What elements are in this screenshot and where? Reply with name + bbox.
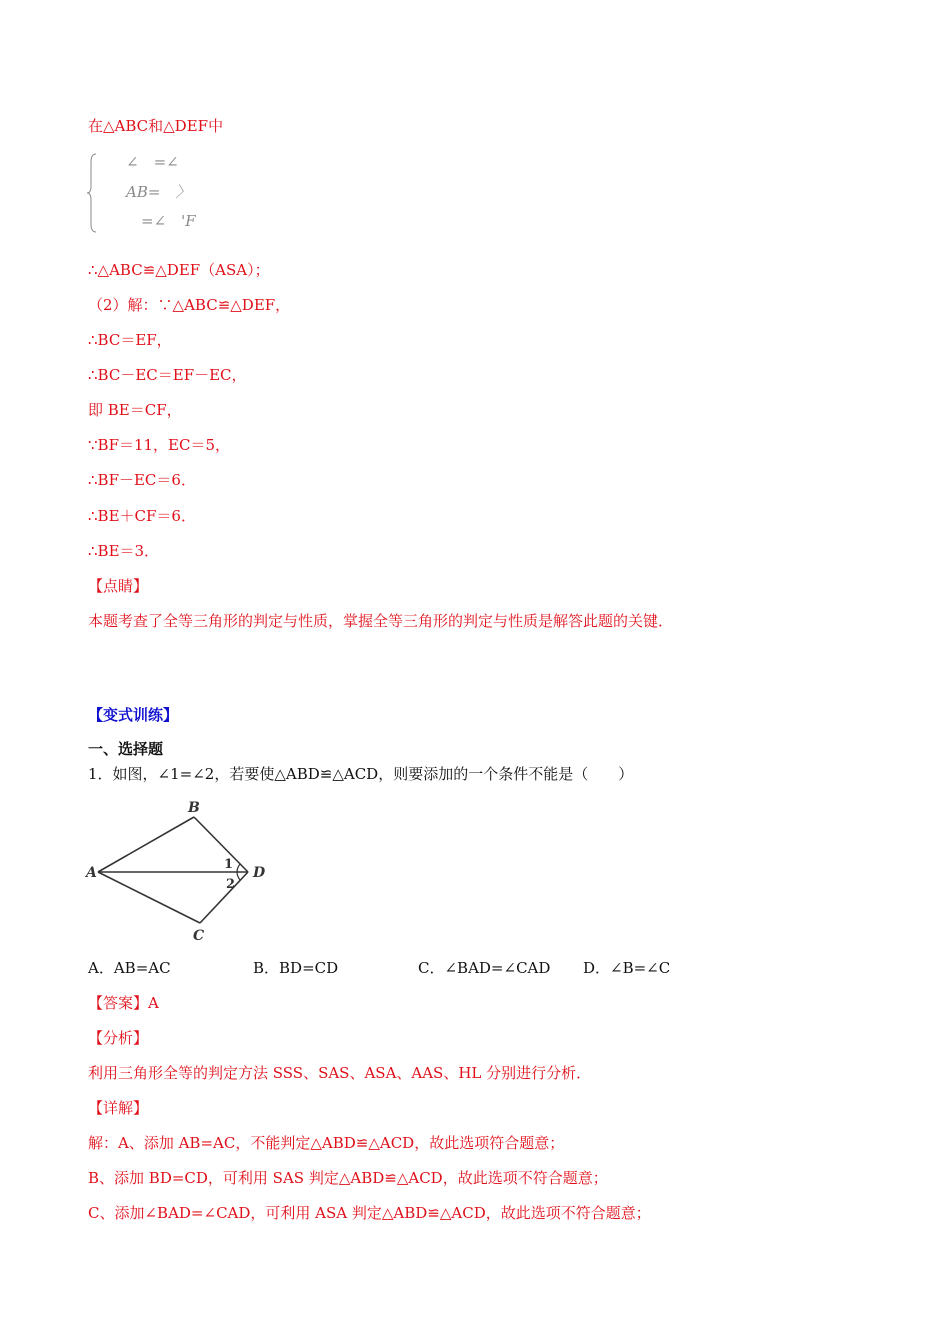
section-title: 一、选择题 xyxy=(88,740,164,758)
detail-line: C、添加∠BAD=∠CAD，可利用 ASA 判定△ABD≌△ACD，故此选项不符合题意； xyxy=(88,1204,651,1222)
segment-cd xyxy=(200,872,248,923)
option-a[interactable]: A．AB=AC xyxy=(88,959,171,977)
option-c[interactable]: C．∠BAD=∠CAD xyxy=(418,959,551,977)
triangle-figure xyxy=(80,792,280,947)
label-b: B xyxy=(188,800,200,816)
system-line-2: AB= 〉 xyxy=(126,183,191,201)
answer-line: 【答案】A xyxy=(88,994,159,1012)
step-line: ∴BC＝EF， xyxy=(88,331,172,349)
system-line-3: =∠ 'F xyxy=(126,212,196,230)
segment-ab xyxy=(98,817,194,872)
option-d[interactable]: D．∠B=∠C xyxy=(583,959,671,977)
step-line: ∴BE＋CF＝6． xyxy=(88,507,196,525)
detail-line: B、添加 BD=CD，可利用 SAS 判定△ABD≌△ACD，故此选项不符合题意； xyxy=(88,1169,608,1187)
system-line-1: ∠ =∠ xyxy=(126,153,179,171)
question-text: 1．如图，∠1=∠2，若要使△ABD≌△ACD，则要添加的一个条件不能是（ ） xyxy=(88,765,634,783)
tip-text: 本题考查了全等三角形的判定与性质，掌握全等三角形的判定与性质是解答此题的关键． xyxy=(88,612,674,630)
tip-label: 【点睛】 xyxy=(88,577,149,595)
option-b[interactable]: B．BD=CD xyxy=(253,959,339,977)
analysis-text: 利用三角形全等的判定方法 SSS、SAS、ASA、AAS、HL 分别进行分析． xyxy=(88,1064,592,1082)
system-brace xyxy=(86,152,100,234)
segment-bd xyxy=(194,817,248,872)
analysis-label: 【分析】 xyxy=(88,1029,149,1047)
label-a: A xyxy=(86,865,97,881)
step-line: ∴BC－EC＝EF－EC， xyxy=(88,366,247,384)
step-line: ∴BF－EC＝6． xyxy=(88,471,196,489)
intro-line: 在△ABC和△DEF中 xyxy=(88,117,224,135)
step-line: ∵BF＝11，EC＝5， xyxy=(88,436,231,454)
practice-header: 【变式训练】 xyxy=(88,706,179,724)
detail-label: 【详解】 xyxy=(88,1099,149,1117)
detail-line: 解：A、添加 AB=AC，不能判定△ABD≌△ACD，故此选项符合题意； xyxy=(88,1134,565,1152)
label-c: C xyxy=(193,928,205,944)
label-d: D xyxy=(253,865,266,881)
segment-ac xyxy=(98,872,200,923)
label-angle-2: 2 xyxy=(226,877,236,892)
conclusion-line: ∴△ABC≌△DEF（ASA）； xyxy=(88,261,270,279)
label-angle-1: 1 xyxy=(224,857,234,872)
part2-line: （2）解：∵△ABC≌△DEF， xyxy=(88,296,291,314)
step-line: ∴BE＝3． xyxy=(88,542,160,560)
step-line: 即 BE＝CF， xyxy=(88,401,182,419)
